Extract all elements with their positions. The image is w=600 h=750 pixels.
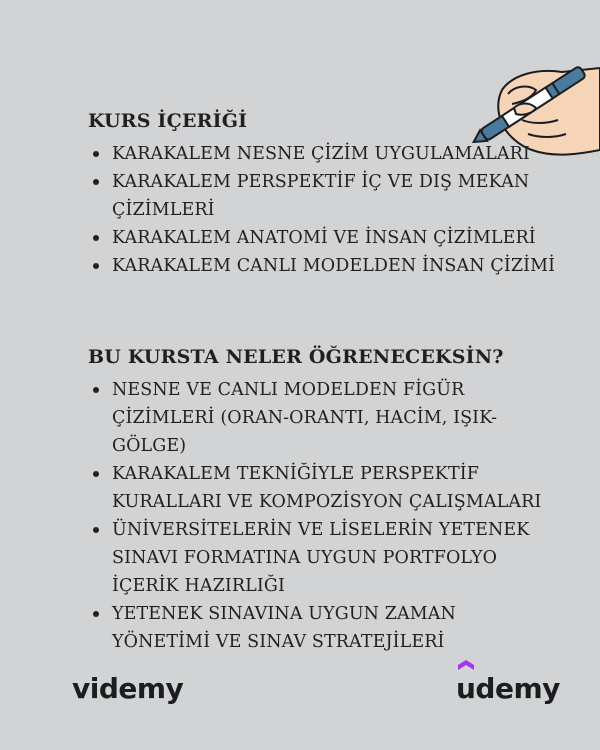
- udemy-mark-icon: [458, 660, 474, 670]
- list-item: KARAKALEM NESNE ÇİZİM UYGULAMALARI: [88, 140, 558, 168]
- learn-section: [88, 344, 558, 656]
- list-item: KARAKALEM PERSPEKTİF İÇ VE DIŞ MEKAN ÇİZİMLERİ: [88, 168, 558, 224]
- list-item: KARAKALEM CANLI MODELDEN İNSAN ÇİZİMİ: [88, 252, 558, 280]
- course-content-heading: KURS İÇERİĞİ: [88, 110, 248, 132]
- udemy-logo-text: udemy: [456, 672, 560, 705]
- course-content-list: [88, 140, 558, 280]
- videmy-logo: videmy: [72, 672, 184, 705]
- list-item: ÜNİVERSİTELERİN VE LİSELERİN YETENEK SINAVI FORMATINA UYGUN PORTFOLYO İÇERİK HAZIRLIĞI: [88, 516, 558, 600]
- learn-heading: BU KURSTA NELER ÖĞRENECEKSİN?: [88, 346, 504, 368]
- list-item: KARAKALEM TEKNİĞİYLE PERSPEKTİF KURALLARI VE KOMPOZİSYON ÇALIŞMALARI: [88, 460, 558, 516]
- list-item: NESNE VE CANLI MODELDEN FİGÜR ÇİZİMLERİ (ORAN-ORANTI, HACİM, IŞIK-GÖLGE): [88, 376, 558, 460]
- course-content-section: [88, 108, 558, 280]
- list-item: KARAKALEM ANATOMİ VE İNSAN ÇİZİMLERİ: [88, 224, 558, 252]
- udemy-logo: [456, 672, 560, 705]
- list-item: YETENEK SINAVINA UYGUN ZAMAN YÖNETİMİ VE SINAV STRATEJİLERİ: [88, 600, 558, 656]
- learn-list: [88, 376, 558, 656]
